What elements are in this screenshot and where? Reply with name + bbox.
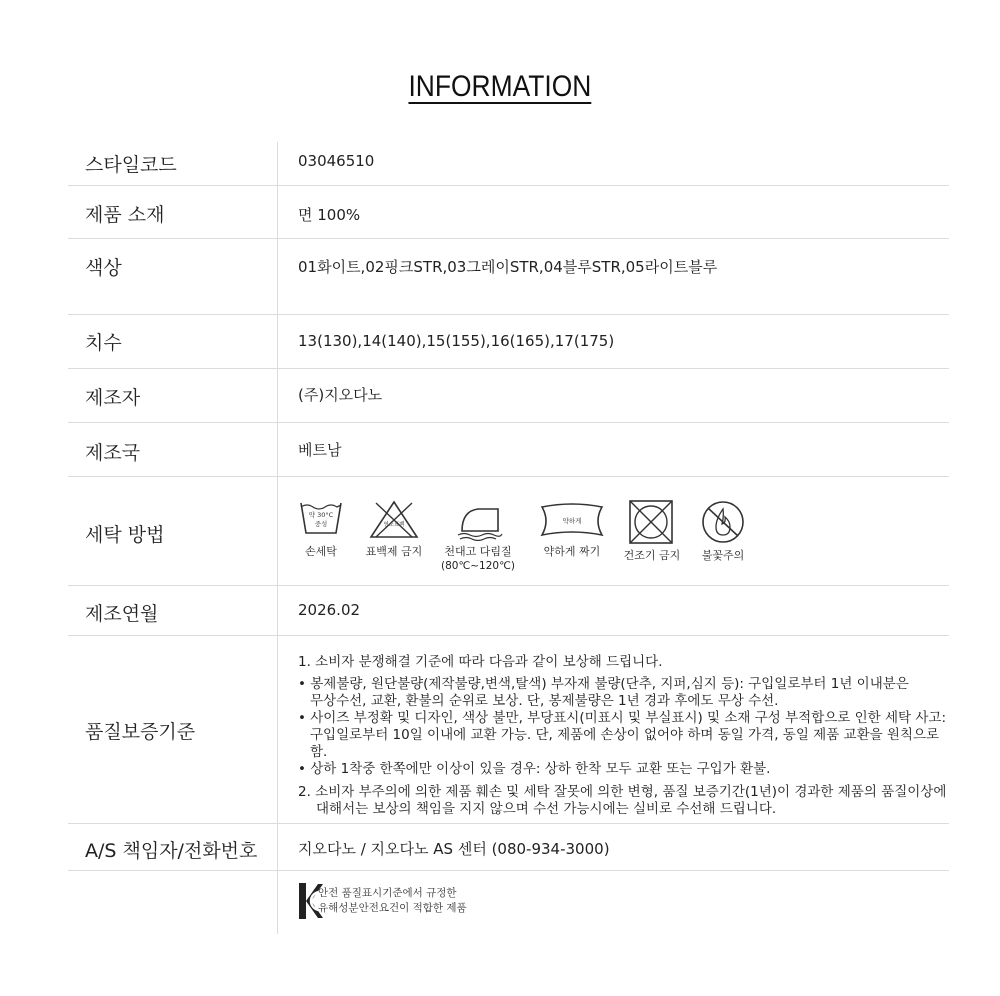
row-label: 스타일코드 bbox=[85, 154, 177, 176]
care-iron bbox=[440, 499, 516, 573]
hand-wash-label: 손세탁 bbox=[305, 545, 337, 558]
row-label: 색상 bbox=[85, 257, 122, 279]
kc-line-1: 안전 품질표시기준에서 규정한 bbox=[318, 887, 457, 899]
row-manufacture-date bbox=[68, 586, 949, 636]
row-value: 베트남 bbox=[298, 441, 342, 459]
hand-wash-detergent: 중성 bbox=[314, 520, 328, 528]
hand-wash-temp: 약 30°C bbox=[308, 511, 334, 519]
row-warranty bbox=[68, 636, 949, 824]
row-value: 13(130),14(140),15(155),16(165),17(175) bbox=[298, 332, 615, 350]
warranty-bullet-2: • 사이즈 부정확 및 디자인, 색상 불만, 부당표시(미표시 및 부실표시) 및 소재 구성 부적합으로 인한 세탁 사고: bbox=[298, 710, 947, 726]
row-value: 지오다노 / 지오다노 AS 센터 (080-934-3000) bbox=[298, 840, 610, 858]
care-symbols bbox=[298, 499, 858, 579]
row-label: 품질보증기준 bbox=[85, 721, 196, 743]
warranty-bullet-1: • 봉제불량, 원단불량(제작불량,변색,탈색) 부자재 불량(단추, 지퍼,심지 등): 구입일로부터 1년 이내분은 bbox=[298, 676, 909, 692]
no-bleach-icon bbox=[362, 499, 426, 541]
wring-icon bbox=[534, 499, 610, 541]
fire-caution-label: 불꽃주의 bbox=[701, 549, 745, 562]
row-material bbox=[68, 186, 949, 239]
info-table bbox=[68, 142, 949, 871]
wring-label: 약하게 짜기 bbox=[543, 545, 601, 558]
fire-caution-icon bbox=[694, 499, 752, 545]
row-style-code bbox=[68, 142, 949, 186]
row-label: 제품 소재 bbox=[85, 204, 165, 226]
no-bleach-label: 표백제 금지 bbox=[365, 545, 423, 558]
care-hand-wash bbox=[298, 499, 344, 559]
row-size bbox=[68, 315, 949, 369]
warranty-item-2: 2. 소비자 부주의에 의한 제품 훼손 및 세탁 잘못에 의한 변형, 품질 보증기간(1년)이 경과한 제품의 품질이상에 bbox=[298, 784, 947, 800]
no-dryer-label: 건조기 금지 bbox=[623, 549, 681, 562]
care-no-dryer bbox=[620, 499, 684, 563]
warranty-item-2-cont: 대해서는 보상의 책임을 지지 않으며 수선 가능시에는 실비로 수선해 드립니다. bbox=[316, 801, 777, 817]
care-fire-caution bbox=[694, 499, 752, 563]
row-as-contact bbox=[68, 824, 949, 871]
no-bleach-icon-text: 염소표백 bbox=[383, 522, 405, 528]
row-value: 면 100% bbox=[298, 206, 361, 224]
row-value: (주)지오다노 bbox=[298, 386, 383, 404]
row-manufacturer bbox=[68, 369, 949, 423]
warranty-bullet-2-cont: 구입일로부터 10일 이내에 교환 가능. 단, 제품에 손상이 없어야 하며 동일 가격, 동일 제품 교환을 원칙으로 함. bbox=[310, 727, 940, 760]
kc-line-2: 유해성분안전요건이 적합한 제품 bbox=[318, 902, 467, 914]
row-color bbox=[68, 239, 949, 315]
warranty-bullet-1-cont: 무상수선, 교환, 환불의 순위로 보상. 단, 봉제불량은 1년 경과 후에도 무상 수선. bbox=[310, 693, 779, 709]
row-label: A/S 책임자/전화번호 bbox=[85, 840, 258, 862]
care-no-bleach bbox=[362, 499, 426, 559]
row-label: 제조자 bbox=[85, 387, 141, 409]
warranty-item-1: 1. 소비자 분쟁해결 기준에 따라 다음과 같이 보상해 드립니다. bbox=[298, 654, 663, 670]
hand-wash-icon bbox=[298, 499, 344, 541]
row-label: 세탁 방법 bbox=[85, 524, 165, 546]
row-label: 치수 bbox=[85, 332, 122, 354]
row-country bbox=[68, 423, 949, 477]
no-dryer-icon bbox=[620, 499, 684, 545]
warranty-text bbox=[298, 654, 948, 818]
row-value: 01화이트,02핑크STR,03그레이STR,04블루STR,05라이트블루 bbox=[298, 258, 718, 276]
row-label: 제조국 bbox=[85, 442, 141, 464]
kc-description bbox=[318, 886, 467, 916]
iron-icon bbox=[440, 499, 516, 541]
care-gentle-wring bbox=[534, 499, 610, 559]
row-value: 2026.02 bbox=[298, 601, 361, 619]
iron-label: 천대고 다림질 bbox=[444, 545, 512, 558]
page-title: INFORMATION bbox=[408, 70, 592, 103]
row-value: 03046510 bbox=[298, 152, 375, 170]
iron-temp-label: (80℃~120℃) bbox=[441, 560, 515, 572]
row-label: 제조연월 bbox=[85, 603, 159, 625]
warranty-bullet-3: • 상하 1착중 한쪽에만 이상이 있을 경우: 상하 한착 모두 교환 또는 구입가 환불. bbox=[298, 761, 771, 777]
row-care bbox=[68, 477, 949, 586]
wring-icon-text: 약하게 bbox=[562, 517, 582, 525]
